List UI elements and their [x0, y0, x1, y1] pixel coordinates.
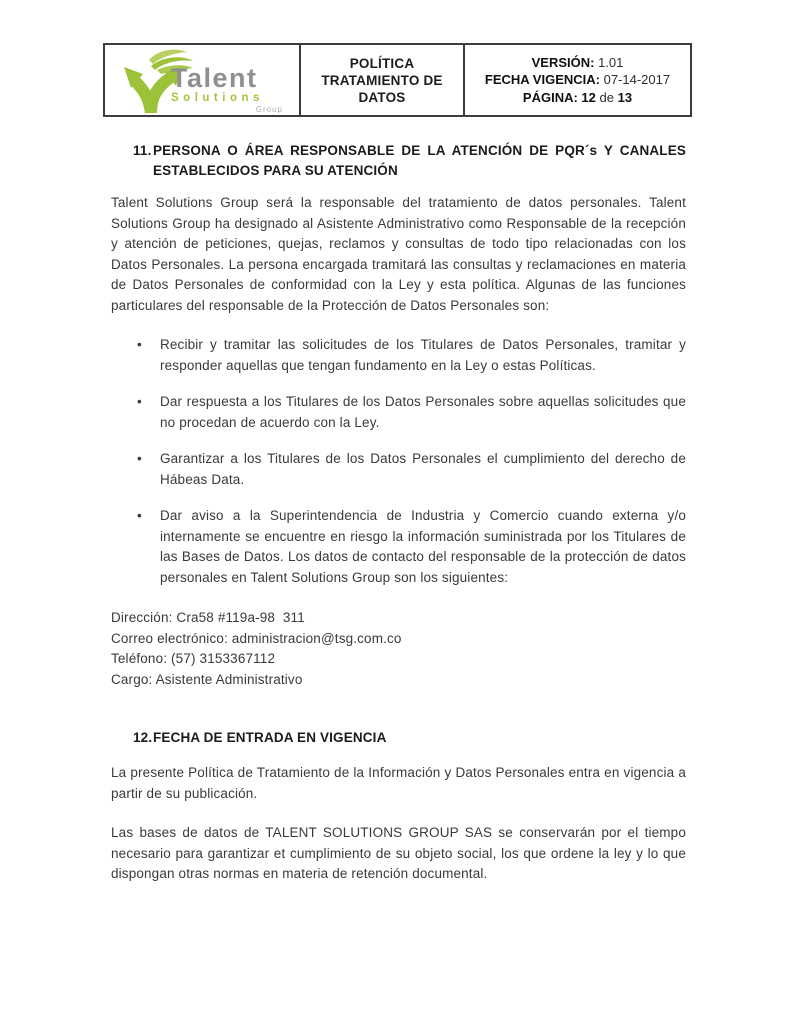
document-body — [111, 141, 686, 904]
version-value: 1.01 — [598, 54, 624, 70]
section-11-title: PERSONA O ÁREA RESPONSABLE DE LA ATENCIÓN DE PQR´s Y CANALES ESTABLECIDOS PARA SU ATENCIÓN — [153, 143, 686, 178]
doc-title-cell — [301, 45, 465, 115]
section-11-number: 11. — [133, 143, 152, 158]
section-12-paragraph-2: Las bases de datos de TALENT SOLUTIONS GROUP SAS se conservarán por el tiempo necesario para garantizar et cumplimiento de su objeto social, los que ordene la ley y lo que dispongan otras normas en materia de retención documental. — [111, 825, 686, 881]
contact-telefono-line: Teléfono: (57) 3153367112 — [111, 651, 276, 666]
logo-group-text: Group — [255, 105, 283, 114]
section-11-bullet-list — [111, 335, 686, 588]
bullet-item-4: • Dar aviso a la Superintendencia de Industria y Comercio cuando externa y/o internamente se encuentre en riesgo la información suministrada por los Titulares de las Bases de Datos. Los datos de contacto del responsable de la protección de datos personales en Talent Solutions Group son los siguientes: — [160, 506, 686, 588]
section-12-number: 12. — [133, 730, 153, 745]
section-12-heading — [111, 728, 686, 748]
pagina-label: PÁGINA: — [522, 89, 578, 105]
section-11-paragraph: Talent Solutions Group será la responsable del tratamiento de datos personales. Talent Solutions Group ha designado al Asistente Administrativo como Responsable de la recepción y atención de peticiones, quejas, reclamos y consultas de todo tipo relacionadas con los Datos Personales. La persona encargada tramitará las consultas y reclamaciones en materia de Datos Personales de conformidad con la Ley y esta política. Algunas de las funciones particulares del responsable de la Protección de Datos Personales son: — [111, 195, 686, 313]
pagina-line — [523, 89, 632, 107]
contact-cargo-line: Cargo: Asistente Administrativo — [111, 671, 303, 687]
bullet-item-1: • Recibir y tramitar las solicitudes de los Titulares de Datos Personales, tramitar y responder aquellas que tengan fundamento en la Ley o estas Políticas. — [160, 335, 686, 376]
doc-meta-cell — [465, 45, 690, 115]
section-12-paragraph-1: La presente Política de Tratamiento de la Información y Datos Personales entra en vigencia a partir de su publicación. — [111, 765, 686, 801]
doc-title-line-2: TRATAMIENTO DE — [321, 72, 443, 88]
bullet-item-3: • Garantizar a los Titulares de los Datos Personales el cumplimiento del derecho de Hábeas Data. — [160, 449, 686, 490]
section-11-heading — [111, 141, 686, 181]
doc-title-line-3: DATOS — [358, 89, 406, 105]
talent-solutions-logo — [109, 47, 295, 113]
pagina-total: 13 — [617, 89, 633, 105]
logo-text — [171, 65, 289, 114]
bullet-item-2: • Dar respuesta a los Titulares de los Datos Personales sobre aquellas solicitudes que no procedan de acuerdo con la Ley. — [160, 392, 686, 433]
version-label: VERSIÓN: — [531, 54, 595, 70]
version-line — [532, 54, 624, 72]
section-12-title: FECHA DE ENTRADA EN VIGENCIA — [153, 730, 387, 745]
doc-title-line-1: POLÍTICA — [349, 55, 415, 71]
fecha-value: 07-14-2017 — [603, 72, 671, 88]
fecha-vigencia-line — [485, 71, 670, 89]
logo-talent-text: Talent — [171, 63, 258, 93]
contact-correo-line: Correo electrónico: administracion@tsg.com.co — [111, 630, 402, 646]
contact-block — [111, 608, 686, 690]
logo-solutions-text: Solutions — [171, 92, 264, 104]
fecha-label: FECHA VIGENCIA: — [484, 72, 600, 88]
logo-cell — [105, 45, 301, 115]
contact-direccion-line: Dirección: Cra58 #119a-98 311 — [111, 610, 305, 625]
document-header-table — [103, 43, 692, 117]
pagina-separator: de — [599, 89, 614, 105]
pagina-number: 12 — [581, 89, 596, 105]
